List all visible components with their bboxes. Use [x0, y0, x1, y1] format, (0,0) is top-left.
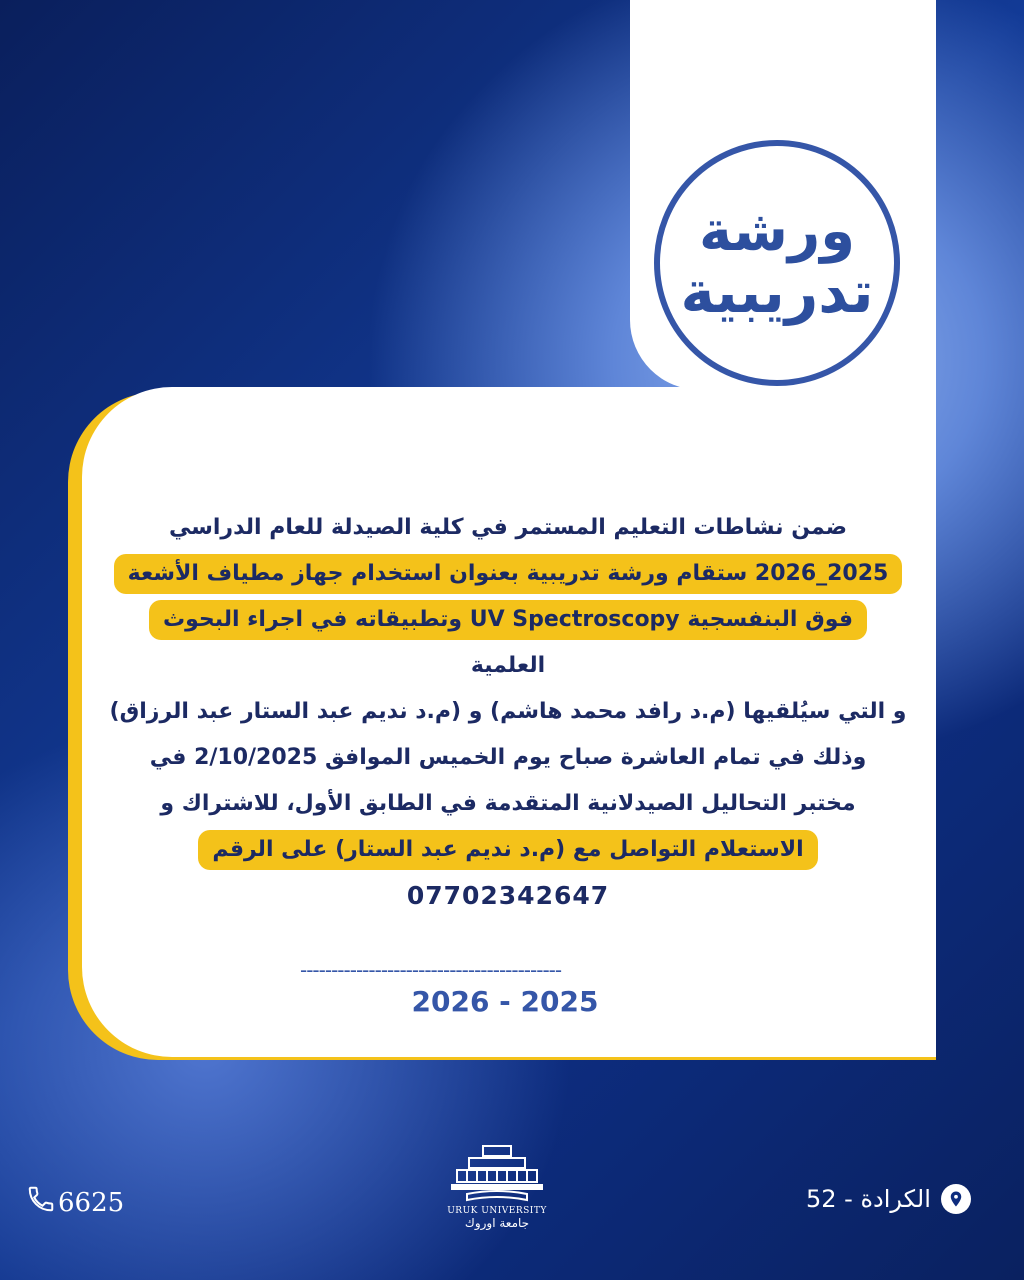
body-line-7: مختبر التحاليل الصيدلانية المتقدمة في الطابق الأول، للاشتراك و	[160, 791, 856, 816]
location-pin-icon	[941, 1184, 971, 1214]
contact-phone: 07702342647	[406, 881, 610, 910]
logo-english-text: URUK UNIVERSITY	[447, 1206, 547, 1216]
announcement-text	[92, 505, 924, 919]
hotline	[26, 1184, 124, 1221]
divider: ------------------------------------------	[300, 958, 562, 982]
logo-arabic-text: جامعة اوروك	[464, 1216, 530, 1230]
phone-icon	[26, 1184, 56, 1221]
address-text: الكرادة - 52	[806, 1185, 931, 1213]
address	[806, 1184, 971, 1214]
body-line-6: وذلك في تمام العاشرة صباح يوم الخميس الموافق 2/10/2025 في	[149, 745, 867, 770]
body-line-5: و التي سيُلقيها (م.د رافد محمد هاشم) و (م.د نديم عبد الستار عبد الرزاق)	[109, 699, 907, 724]
badge-line2: تدريبية	[680, 257, 874, 326]
hotline-number: 6625	[58, 1187, 125, 1218]
academic-years: 2026 - 2025	[411, 985, 599, 1018]
workshop-badge	[654, 140, 900, 386]
university-building-icon	[447, 1142, 547, 1204]
university-logo	[442, 1142, 552, 1242]
body-line-1: ضمن نشاطات التعليم المستمر في كلية الصيدلة للعام الدراسي	[168, 515, 848, 540]
body-line-2: 2025_2026 ستقام ورشة تدريبية بعنوان استخدام جهاز مطياف الأشعة	[114, 554, 903, 594]
badge-line1: ورشة	[698, 199, 856, 265]
body-line-3: فوق البنفسجية UV Spectroscopy وتطبيقاته في اجراء البحوث	[149, 600, 867, 640]
body-line-4: العلمية	[470, 653, 546, 678]
body-line-8: الاستعلام التواصل مع (م.د نديم عبد الستار) على الرقم	[198, 830, 817, 870]
